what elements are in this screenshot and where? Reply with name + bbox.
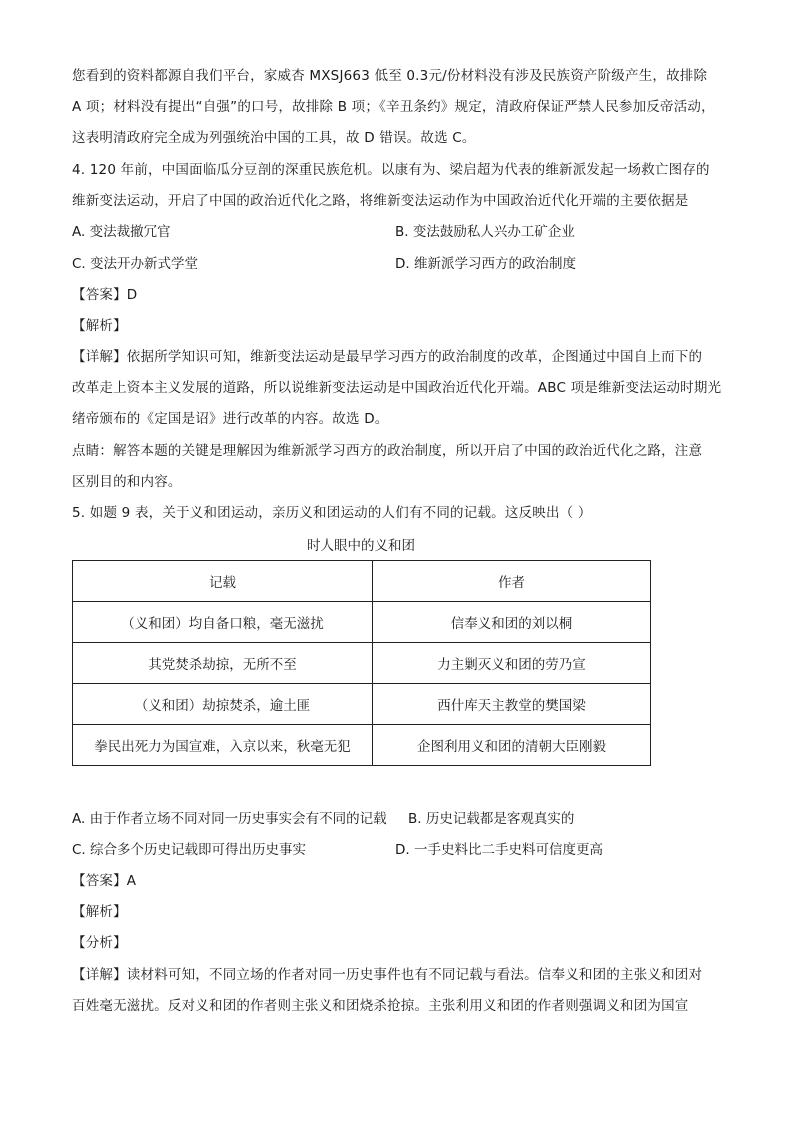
record-cell: （义和团）劫掠焚杀，逾土匪 xyxy=(73,684,373,725)
q4-answer: 【答案】D xyxy=(72,287,138,303)
q5-option-d: D. 一手史料比二手史料可信度更高 xyxy=(395,842,603,858)
q4-tip-line: 区别目的和内容。 xyxy=(72,474,182,490)
records-table xyxy=(72,560,651,766)
q4-option-a: A. 变法裁撤冗官 xyxy=(72,224,171,240)
record-cell: 拳民出死力为国宣难，入京以来，秋毫无犯 xyxy=(73,725,373,766)
q4-detail-line: 【详解】依据所学知识可知，维新变法运动是最早学习西方的政治制度的改革，企图通过中国自上而下的 xyxy=(72,349,703,365)
q4-option-d: D. 维新派学习西方的政治制度 xyxy=(395,256,576,272)
table-header-row xyxy=(73,561,651,602)
q5-answer: 【答案】A xyxy=(72,873,137,889)
author-cell: 西什库天主教堂的樊国梁 xyxy=(373,684,651,725)
q5-option-b: B. 历史记载都是客观真实的 xyxy=(408,811,575,827)
table-row xyxy=(73,725,651,766)
q4-analysis-heading: 【解析】 xyxy=(72,318,127,334)
table-header-record: 记载 xyxy=(73,561,373,602)
author-cell: 信奉义和团的刘以桐 xyxy=(373,602,651,643)
q5-option-c: C. 综合多个历史记载即可得出历史事实 xyxy=(72,842,307,858)
paragraph-line: A 项；材料没有提出“自强”的口号，故排除 B 项；《辛丑条约》规定，清政府保证严禁人民参加反帝活动， xyxy=(72,99,715,115)
q5-option-a: A. 由于作者立场不同对同一历史事实会有不同的记载 xyxy=(72,811,387,827)
q4-detail-line: 绪帝颁布的《定国是诏》进行改革的内容。故选 D。 xyxy=(72,411,389,427)
q5-detail-line: 【详解】读材料可知，不同立场的作者对同一历史事件也有不同记载与看法。信奉义和团的主张义和团对 xyxy=(72,967,703,983)
q5-analysis-sub: 【分析】 xyxy=(72,935,127,951)
question-5-stem: 5. 如题 9 表，关于义和团运动，亲历义和团运动的人们有不同的记载。这反映出（ ） xyxy=(72,505,592,521)
record-cell: 其党焚杀劫掠，无所不至 xyxy=(73,643,373,684)
record-cell: （义和团）均自备口粮，毫无滋扰 xyxy=(73,602,373,643)
q4-option-b: B. 变法鼓励私人兴办工矿企业 xyxy=(395,224,575,240)
paragraph-line: 这表明清政府完全成为列强统治中国的工具，故 D 错误。故选 C。 xyxy=(72,130,476,146)
question-4-stem: 维新变法运动，开启了中国的政治近代化之路，将维新变法运动作为中国政治近代化开端的主要依据是 xyxy=(72,193,689,209)
q4-tip-line: 点睛：解答本题的关键是理解因为维新派学习西方的政治制度，所以开启了中国的政治近代化之路，注意 xyxy=(72,443,703,459)
question-4-stem: 4. 120 年前，中国面临瓜分豆剖的深重民族危机。以康有为、梁启超为代表的维新派发起一场救亡图存的 xyxy=(72,162,710,178)
paragraph-line: 您看到的资料都源自我们平台，家威杏 MXSJ663 低至 0.3元/份材料没有涉及民族资产阶级产生，故排除 xyxy=(72,68,708,84)
table-header-author: 作者 xyxy=(373,561,651,602)
table-row xyxy=(73,602,651,643)
author-cell: 企图利用义和团的清朝大臣刚毅 xyxy=(373,725,651,766)
table-caption: 时人眼中的义和团 xyxy=(307,538,415,554)
author-cell: 力主剿灭义和团的劳乃宣 xyxy=(373,643,651,684)
q5-detail-line: 百姓毫无滋扰。反对义和团的作者则主张义和团烧杀抢掠。主张利用义和团的作者则强调义和团为国宣 xyxy=(72,998,689,1014)
q4-option-c: C. 变法开办新式学堂 xyxy=(72,256,199,272)
q4-detail-line: 改革走上资本主义发展的道路，所以说维新变法运动是中国政治近代化开端。ABC 项是维新变法运动时期光 xyxy=(72,380,722,396)
q5-analysis-heading: 【解析】 xyxy=(72,904,127,920)
table-row xyxy=(73,643,651,684)
table-row xyxy=(73,684,651,725)
